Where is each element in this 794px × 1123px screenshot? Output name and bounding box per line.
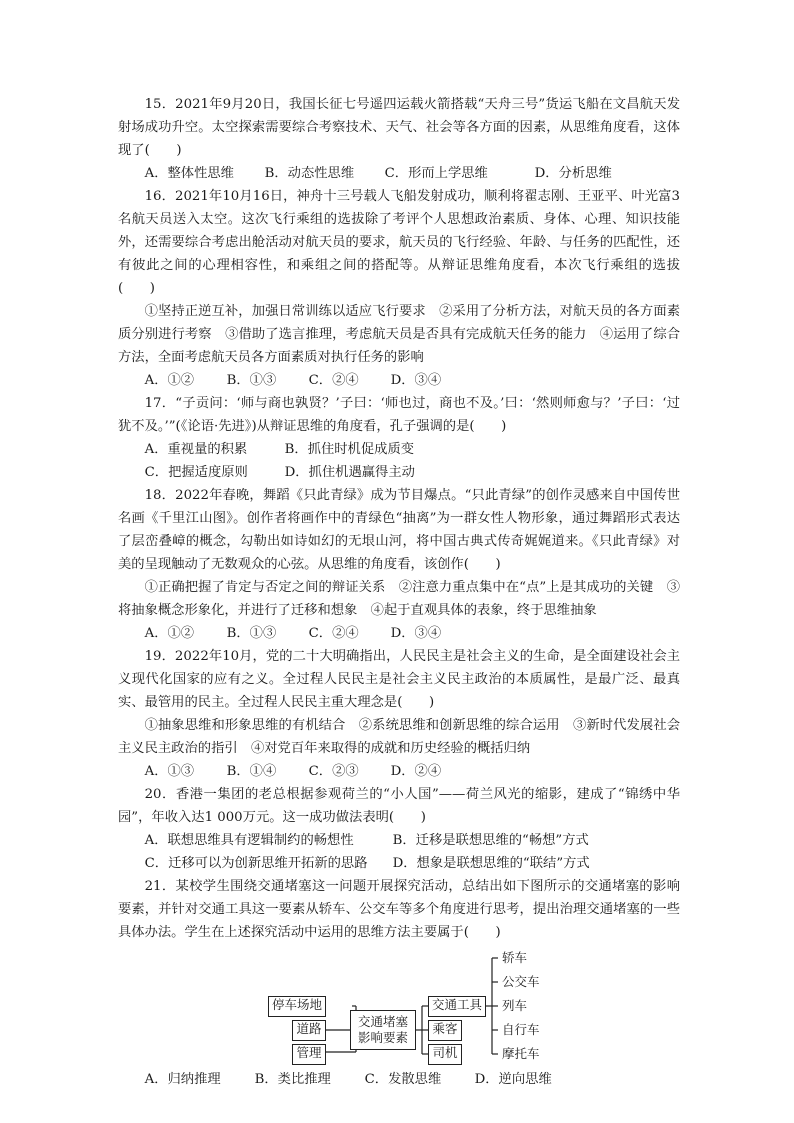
diagram-box-drivers bbox=[428, 1044, 462, 1065]
question-21 bbox=[118, 875, 680, 1091]
option-b: B．①③ bbox=[226, 626, 277, 641]
diagram-box-parking bbox=[268, 996, 326, 1017]
options-row bbox=[118, 369, 680, 392]
options-row bbox=[118, 852, 680, 875]
diagram-leaf-train: 列车 bbox=[502, 998, 528, 1013]
diagram-center-line1: 交通堵塞 bbox=[357, 1014, 408, 1029]
option-a: A．重视量的积累 bbox=[144, 442, 248, 457]
options-row bbox=[118, 622, 680, 645]
diagram-leaf-bus: 公交车 bbox=[502, 974, 540, 989]
question-17 bbox=[118, 392, 680, 484]
option-c: C．把握适度原则 bbox=[144, 465, 248, 480]
question-15 bbox=[118, 93, 680, 185]
diagram-box-label: 乘客 bbox=[432, 1021, 458, 1036]
option-a: A．①② bbox=[144, 373, 195, 388]
option-b: B．动态性思维 bbox=[264, 166, 355, 181]
options-row bbox=[118, 438, 680, 461]
traffic-jam-diagram bbox=[118, 950, 680, 1068]
diagram-leaf-bicycle: 自行车 bbox=[502, 1022, 540, 1037]
option-b: B．①③ bbox=[226, 373, 277, 388]
diagram-leaf-car: 轿车 bbox=[502, 950, 528, 965]
option-d: D．③④ bbox=[390, 626, 442, 641]
question-20 bbox=[118, 783, 680, 875]
options-row bbox=[118, 1068, 680, 1091]
options-row bbox=[118, 760, 680, 783]
option-c: C．②④ bbox=[308, 373, 359, 388]
diagram-center-line2: 影响要素 bbox=[357, 1030, 408, 1045]
option-c: C．发散思维 bbox=[364, 1072, 442, 1087]
question-stem: 19．2022年10月，党的二十大明确指出，人民民主是社会主义的生命，是全面建设社会主义现代化国家的应有之义。全过程人民民主是社会主义民主政治的本质属性，是最广泛、最真实、最管用的民主。全过程人民民主重大理念是( ) bbox=[118, 649, 680, 710]
question-stem: 20．香港一集团的老总根据参观荷兰的“小人国”——荷兰风光的缩影，建成了“锦绣中华园”，年收入达1 000万元。这一成功做法表明( ) bbox=[118, 787, 680, 825]
option-a: A．①③ bbox=[144, 764, 195, 779]
option-c: C．②④ bbox=[308, 626, 359, 641]
question-stem: 17．“子贡问：‘师与商也孰贤？’子曰：‘师也过，商也不及。’曰：‘然则师愈与？’子曰：‘过犹不及。’”(《论语·先进》)从辩证思维的角度看，孔子强调的是( ) bbox=[118, 396, 680, 434]
diagram-leaf-motorcycle: 摩托车 bbox=[502, 1046, 540, 1061]
option-d: D．分析思维 bbox=[534, 166, 612, 181]
diagram-box-center bbox=[350, 1010, 416, 1050]
diagram-box-label: 停车场地 bbox=[271, 997, 322, 1012]
question-18 bbox=[118, 484, 680, 645]
options-row bbox=[118, 829, 680, 852]
question-19 bbox=[118, 645, 680, 783]
question-16 bbox=[118, 185, 680, 392]
diagram-box-road bbox=[292, 1020, 326, 1041]
option-c: C．②③ bbox=[308, 764, 359, 779]
option-a: A．归纳推理 bbox=[144, 1072, 221, 1087]
diagram-box-vehicles bbox=[428, 996, 486, 1017]
question-stem: 18．2022年春晚，舞蹈《只此青绿》成为节目爆点。“只此青绿”的创作灵感来自中国传世名画《千里江山图》。创作者将画作中的青绿色“抽离”为一群女性人物形象，通过舞蹈形式表达了层峦叠嶂的概念，勾勒出如诗如幻的无垠山河，将中国古典式传奇娓娓道来。《只此青绿》对美的呈现触动了无数观众的心弦。从思维的角度看，该创作( ) bbox=[118, 488, 680, 572]
diagram-box-management bbox=[292, 1044, 326, 1065]
option-c: C．迁移可以为创新思维开拓新的思路 bbox=[144, 856, 368, 871]
option-d: D．②④ bbox=[390, 764, 442, 779]
diagram-box-label: 司机 bbox=[432, 1045, 458, 1060]
option-d: D．逆向思维 bbox=[474, 1072, 552, 1087]
question-stem: 21．某校学生围绕交通堵塞这一问题开展探究活动，总结出如下图所示的交通堵塞的影响要素，并针对交通工具这一要素从轿车、公交车等多个角度进行思考，提出治理交通堵塞的一些具体办法。学生在上述探究活动中运用的思维方法主要属于( ) bbox=[118, 879, 680, 940]
diagram-connectors bbox=[118, 950, 680, 1068]
option-a: A．联想思维具有逻辑制约的畅想性 bbox=[144, 833, 354, 848]
options-row bbox=[118, 461, 680, 484]
diagram-box-label: 管理 bbox=[296, 1045, 322, 1060]
option-b: B．①④ bbox=[226, 764, 277, 779]
option-a: A．整体性思维 bbox=[144, 166, 234, 181]
diagram-box-label: 交通工具 bbox=[431, 997, 482, 1012]
option-a: A．①② bbox=[144, 626, 195, 641]
option-b: B．类比推理 bbox=[254, 1072, 331, 1087]
question-statements: ①正确把握了肯定与否定之间的辩证关系 ②注意力重点集中在“点”上是其成功的关键 ③将抽象概念形象化，并进行了迁移和想象 ④起于直观具体的表象，终于思维抽象 bbox=[118, 580, 680, 618]
question-statements: ①坚持正逆互补，加强日常训练以适应飞行要求 ②采用了分析方法，对航天员的各方面素质分别进行考察 ③借助了选言推理，考虑航天员是否具有完成航天任务的能力 ④运用了综合方法，全面考虑航天员各方面素质对执行任务的影响 bbox=[118, 304, 680, 365]
option-d: D．③④ bbox=[390, 373, 442, 388]
diagram-box-passengers bbox=[428, 1020, 462, 1041]
option-b: B．迁移是联想思维的“畅想”方式 bbox=[392, 833, 589, 848]
options-row bbox=[118, 162, 680, 185]
option-b: B．抓住时机促成质变 bbox=[284, 442, 415, 457]
question-statements: ①抽象思维和形象思维的有机结合 ②系统思维和创新思维的综合运用 ③新时代发展社会主义民主政治的指引 ④对党百年来取得的成就和历史经验的概括归纳 bbox=[118, 718, 680, 756]
option-d: D．抓住机遇赢得主动 bbox=[284, 465, 415, 480]
question-stem: 15．2021年9月20日，我国长征七号遥四运载火箭搭载“天舟三号”货运飞船在文昌航天发射场成功升空。太空探索需要综合考察技术、天气、社会等各方面的因素，从思维角度看，这体现了( ) bbox=[118, 97, 680, 158]
exam-page bbox=[118, 93, 680, 1091]
question-stem: 16．2021年10月16日，神舟十三号载人飞船发射成功，顺利将翟志刚、王亚平、叶光富3名航天员送入太空。这次飞行乘组的选拔除了考评个人思想政治素质、身体、心理、知识技能外，还需要综合考虑出舱活动对航天员的要求，航天员的飞行经验、年龄、与任务的匹配性，还有彼此之间的心理相容性，和乘组之间的搭配等。从辩证思维角度看，本次飞行乘组的选拔( ) bbox=[118, 189, 680, 296]
option-c: C．形而上学思维 bbox=[384, 166, 488, 181]
option-d: D．想象是联想思维的“联结”方式 bbox=[392, 856, 590, 871]
diagram-box-label: 道路 bbox=[296, 1021, 322, 1036]
